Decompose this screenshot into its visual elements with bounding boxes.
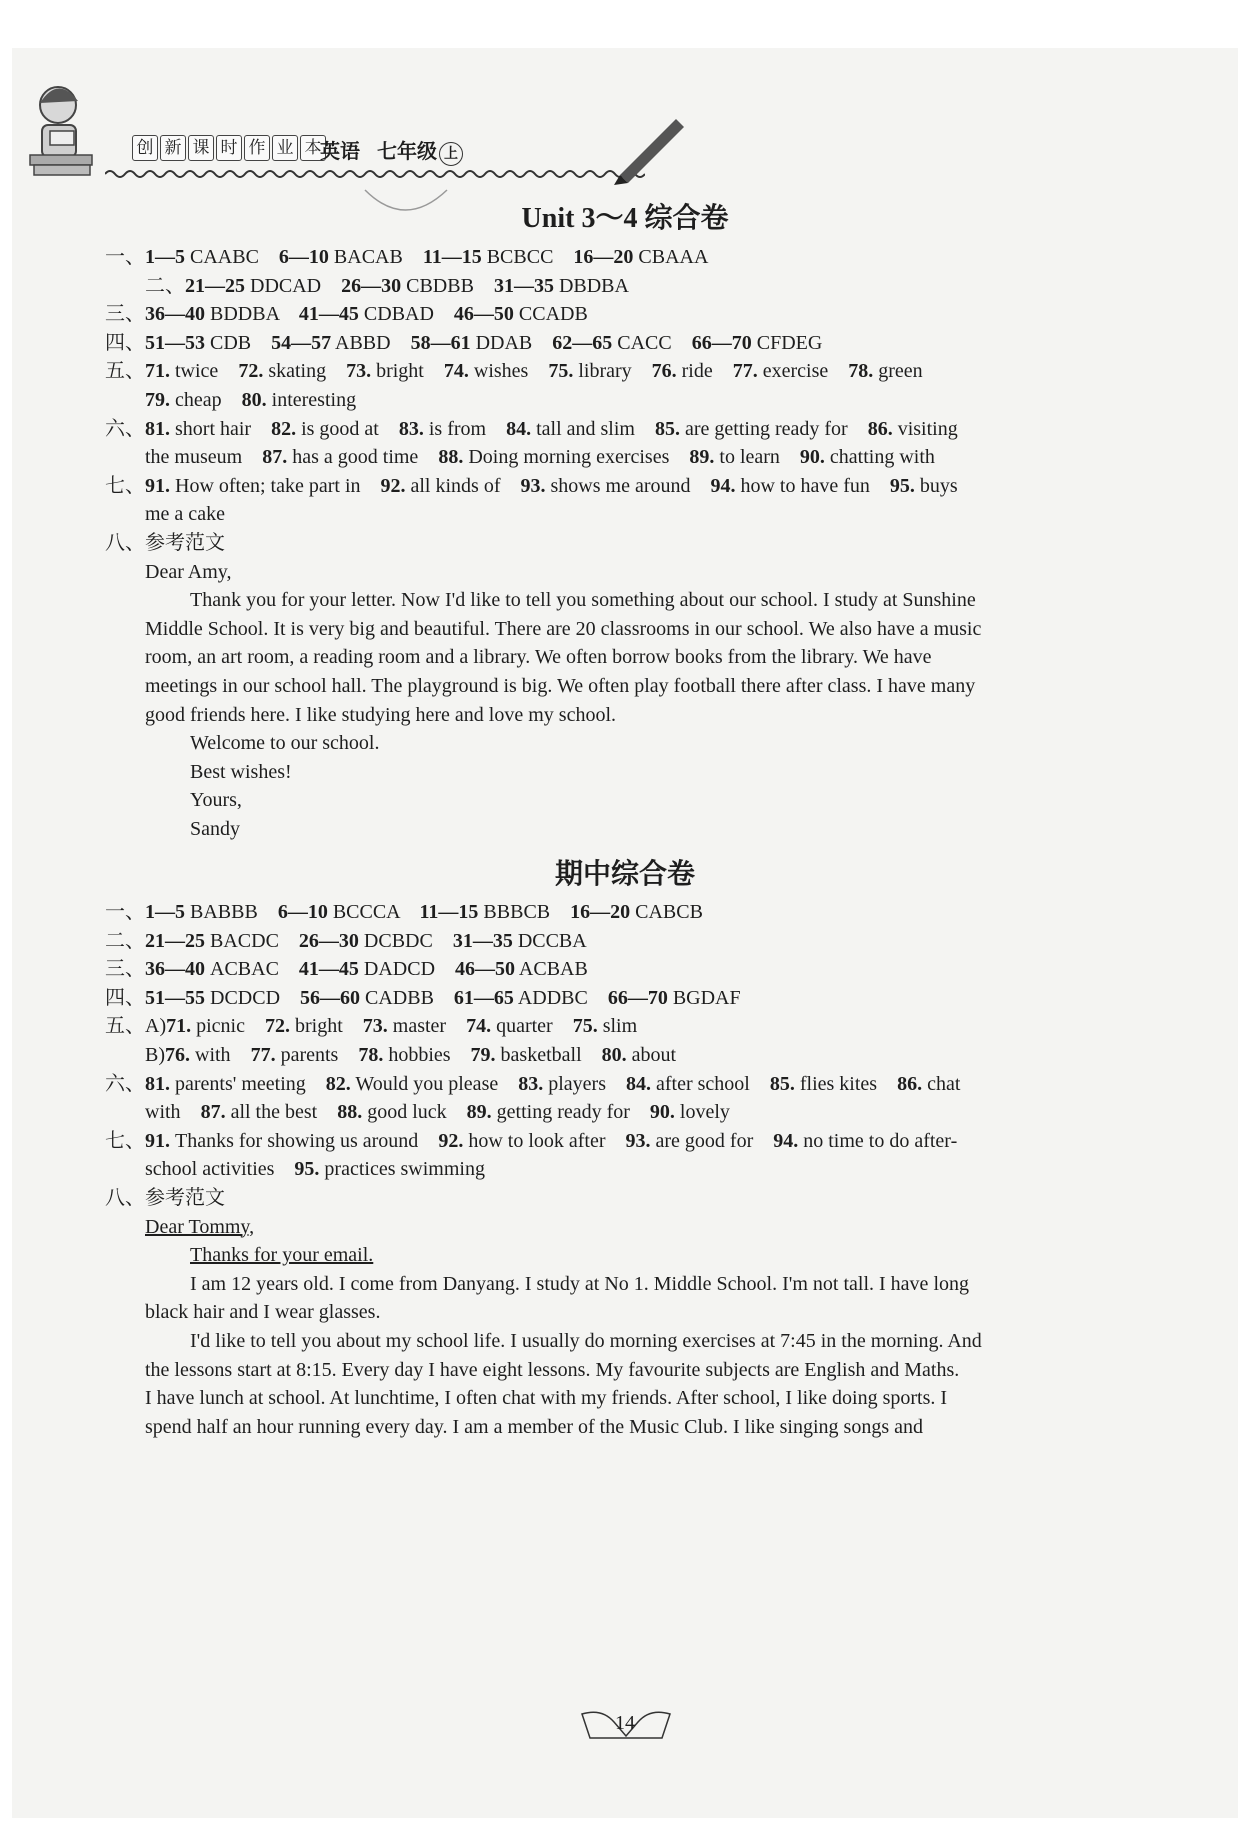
answer-line: 六、81. parents' meeting 82. Would you please 83. players 84. after school 85. flies kites 86. chat <box>105 1072 961 1095</box>
page-header <box>20 75 670 195</box>
answer-line: I'd like to tell you about my school life. I usually do morning exercises at 7:45 in the morning. And <box>190 1330 982 1352</box>
answer-line: black hair and I wear glasses. <box>145 1301 381 1324</box>
answer-line: 七、91. How often; take part in 92. all kinds of 93. shows me around 94. how to have fun 95. buys <box>105 474 958 497</box>
volume-badge: 上 <box>439 142 463 166</box>
answer-line: I have lunch at school. At lunchtime, I often chat with my friends. After school, I like doing sports. I <box>145 1387 948 1410</box>
answer-line: with 87. all the best 88. good luck 89. getting ready for 90. lovely <box>145 1101 730 1124</box>
answer-line: Yours, <box>190 789 242 812</box>
answer-line: Dear Amy, <box>145 560 232 583</box>
answer-line: the museum 87. has a good time 88. Doing morning exercises 89. to learn 90. chatting with <box>145 446 935 469</box>
answer-line: 五、A)71. picnic 72. bright 73. master 74. quarter 75. slim <box>105 1015 638 1038</box>
answer-line: the lessons start at 8:15. Every day I have eight lessons. My favourite subjects are English and Maths. <box>145 1358 960 1381</box>
answer-line: 七、91. Thanks for showing us around 92. how to look after 93. are good for 94. no time to do after- <box>105 1129 958 1152</box>
answer-line: 79. cheap 80. interesting <box>145 389 357 411</box>
answer-line: Welcome to our school. <box>190 732 380 755</box>
subject-name: 英语 <box>320 139 360 163</box>
answer-line: 一、1—5 BABBB 6—10 BCCCA 11—15 BBBCB 16—20 CABCB <box>105 901 703 923</box>
answer-line: 二、21—25 DDCAD 26—30 CBDBB 31—35 DBDBA <box>145 274 629 297</box>
answer-line: Best wishes! <box>190 760 292 783</box>
answer-line: 三、36—40 BDDBA 41—45 CDBAD 46—50 CCADB <box>105 303 588 326</box>
answer-line: Sandy <box>190 818 240 840</box>
brand-char: 时 <box>216 135 242 161</box>
section-title-midterm: 期中综合卷 <box>554 859 695 890</box>
answer-line: meetings in our school hall. The playground is big. We often play football there after class. I have many <box>145 675 976 697</box>
answer-line: 五、71. twice 72. skating 73. bright 74. wishes 75. library 76. ride 77. exercise 78. green <box>105 360 923 383</box>
answer-line: Middle School. It is very big and beautiful. There are 20 classrooms in our school. We also have a music <box>145 617 982 640</box>
answer-line: 一、1—5 CAABC 6—10 BACAB 11—15 BCBCC 16—20 CBAAA <box>105 246 709 268</box>
answer-line: 六、81. short hair 82. is good at 83. is from 84. tall and slim 85. are getting ready for 86. visiting <box>105 417 958 440</box>
brand-char: 新 <box>160 135 186 161</box>
brand-char: 课 <box>188 135 214 161</box>
reading-girl-mascot-icon <box>20 75 105 185</box>
series-brand <box>132 135 326 161</box>
answer-line: me a cake <box>145 503 225 526</box>
brand-char: 作 <box>244 135 270 161</box>
answer-line: spend half an hour running every day. I am a member of the Music Club. I like singing songs and <box>145 1415 923 1438</box>
page-number: 14 <box>615 1712 635 1734</box>
brand-char: 创 <box>132 135 158 161</box>
answer-line: 三、36—40 ACBAC 41—45 DADCD 46—50 ACBAB <box>105 958 588 981</box>
answer-line: 二、21—25 BACDC 26—30 DCBDC 31—35 DCCBA <box>105 929 587 952</box>
answer-line: Dear Tommy, <box>145 1215 255 1238</box>
brand-char: 本 <box>300 135 326 161</box>
grade-label: 七年级 <box>376 139 437 163</box>
answer-line: B)76. with 77. parents 78. hobbies 79. basketball 80. about <box>145 1044 677 1066</box>
pencil-icon <box>610 105 690 185</box>
answer-line: school activities 95. practices swimming <box>145 1158 485 1181</box>
answer-line: Thank you for your letter. Now I'd like to tell you something about our school. I study at Sunshine <box>190 589 976 612</box>
section-title-unit3-4: Unit 3～4 综合卷 <box>521 203 729 234</box>
answer-line: I am 12 years old. I come from Danyang. I study at No 1. Middle School. I'm not tall. I have long <box>190 1272 969 1295</box>
answer-line: Thanks for your email. <box>190 1244 374 1267</box>
answer-line: room, an art room, a reading room and a library. We often borrow books from the library. We have <box>145 646 932 669</box>
answer-line: good friends here. I like studying here and love my school. <box>145 703 616 726</box>
answer-line: 四、51—53 CDB 54—57 ABBD 58—61 DDAB 62—65 CACC 66—70 CFDEG <box>105 331 823 354</box>
answer-line: 四、51—55 DCDCD 56—60 CADBB 61—65 ADDBC 66—70 BGDAF <box>105 986 741 1009</box>
brand-char: 业 <box>272 135 298 161</box>
answer-line: 八、参考范文 <box>105 532 225 554</box>
answer-line: 八、参考范文 <box>105 1187 225 1209</box>
